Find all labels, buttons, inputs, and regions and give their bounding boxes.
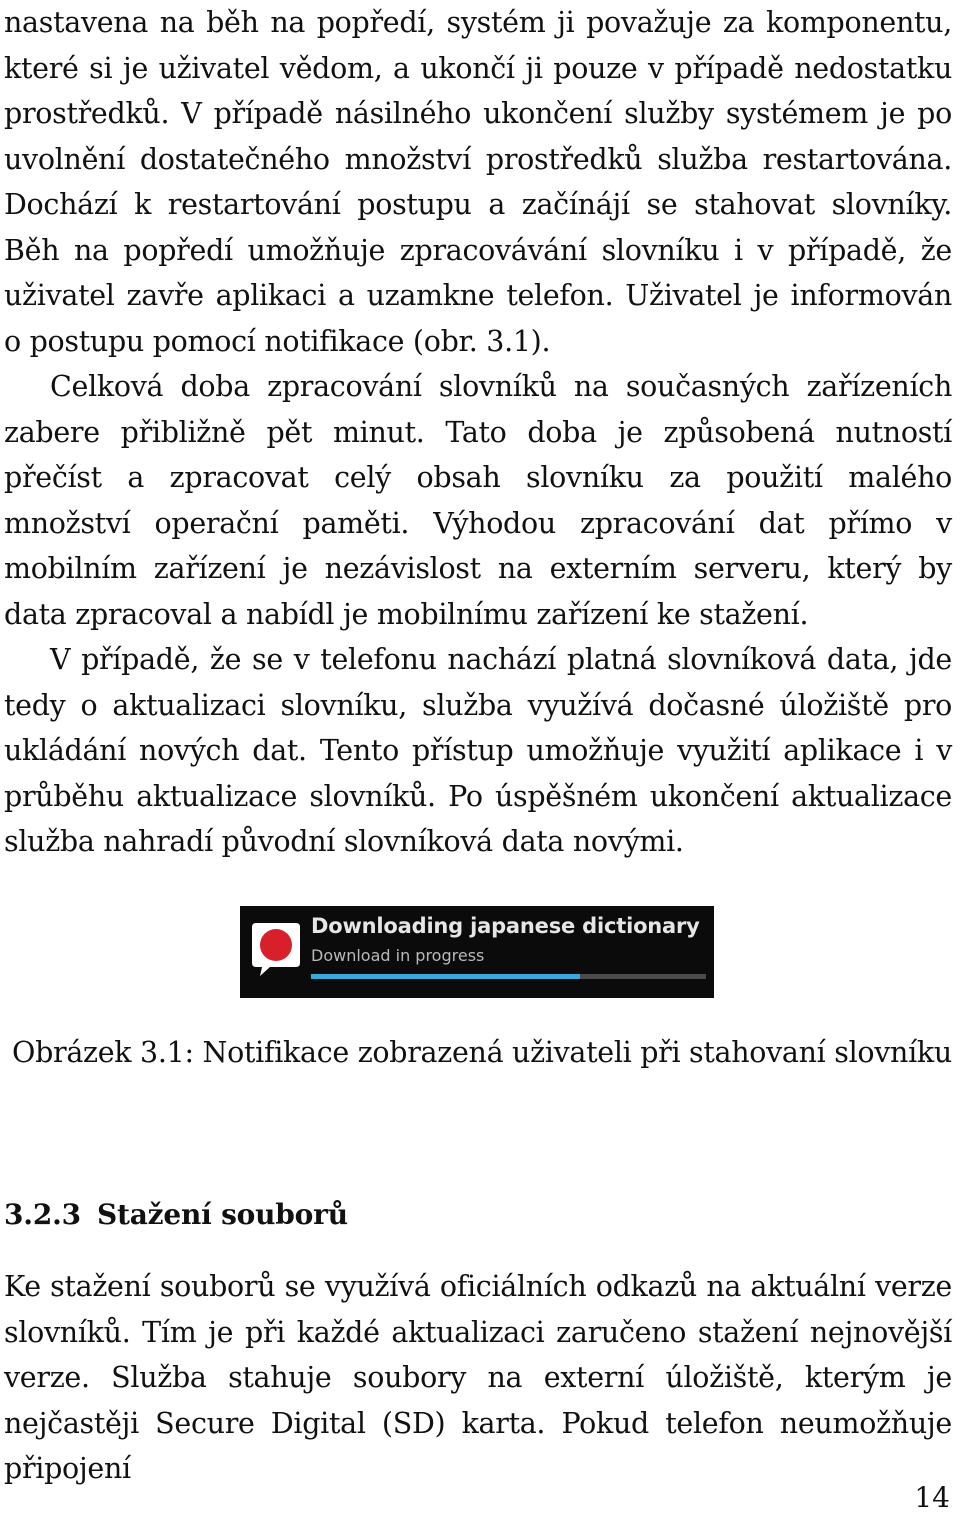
notification-screenshot (240, 906, 714, 998)
red-speech-bubble-icon (250, 919, 302, 979)
paragraph-2: Celková doba zpracování slovníků na současných zařízeních zabere přibližně pět minut. Tato doba je způsobená nutností přečíst a zpracovat celý obsah slovníku za použití malého množství operační paměti. Výhodou zpracování dat přímo v mobilním zařízení je nezávislost na externím serveru, který by data zpracoval a nabídl je mobilnímu zařízení ke stažení. (4, 370, 952, 631)
download-progress-bar (311, 974, 706, 979)
section-paragraph: Ke stažení souborů se využívá oficiálních odkazů na aktuální verze slovníků. Tím je při každé aktualizaci zaručeno stažení nejnovější verze. Služba stahuje soubory na externí úložiště, kterým je nejčastěji Secure Digital (SD) karta. Pokud telefon neumožňuje připojení (4, 1270, 952, 1485)
section-title: Stažení souborů (96, 1198, 348, 1231)
section-heading (4, 1192, 348, 1237)
paragraph-1: nastavena na běh na popředí, systém ji považuje za komponentu, které si je uživatel vědom, a ukončí ji pouze v případě nedostatku prostředků. V případě násilného ukončení služby systémem je po uvolnění dostatečného množství prostředků služba restartována. Dochází k restartování postupu a začínájí se stahovat slovníky. Běh na popředí umožňuje zpracovávání slovníku i v případě, že uživatel zavře aplikaci a uzamkne telefon. Uživatel je informován o postupu pomocí notifikace (obr. 3.1). (4, 6, 952, 358)
paragraph-3: V případě, že se v telefonu nachází platná slovníková data, jde tedy o aktualizaci slovníku, služba využívá dočasné úložiště pro ukládání nových dat. Tento přístup umožňuje využití aplikace i v průběhu aktualizace slovníků. Po úspěšném ukončení aktualizace služba nahradí původní slovníková data novými. (4, 643, 952, 858)
figure-caption: Obrázek 3.1: Notifikace zobrazená uživateli při stahovaní slovníku (12, 1036, 952, 1069)
page-number: 14 (914, 1481, 950, 1514)
notification-title: Downloading japanese dictionary (311, 914, 700, 938)
download-progress-fill (311, 974, 580, 979)
notification-subtitle: Download in progress (311, 946, 485, 965)
section-body (4, 1264, 952, 1492)
page-body (4, 0, 952, 865)
section-number: 3.2.3 (4, 1198, 81, 1231)
